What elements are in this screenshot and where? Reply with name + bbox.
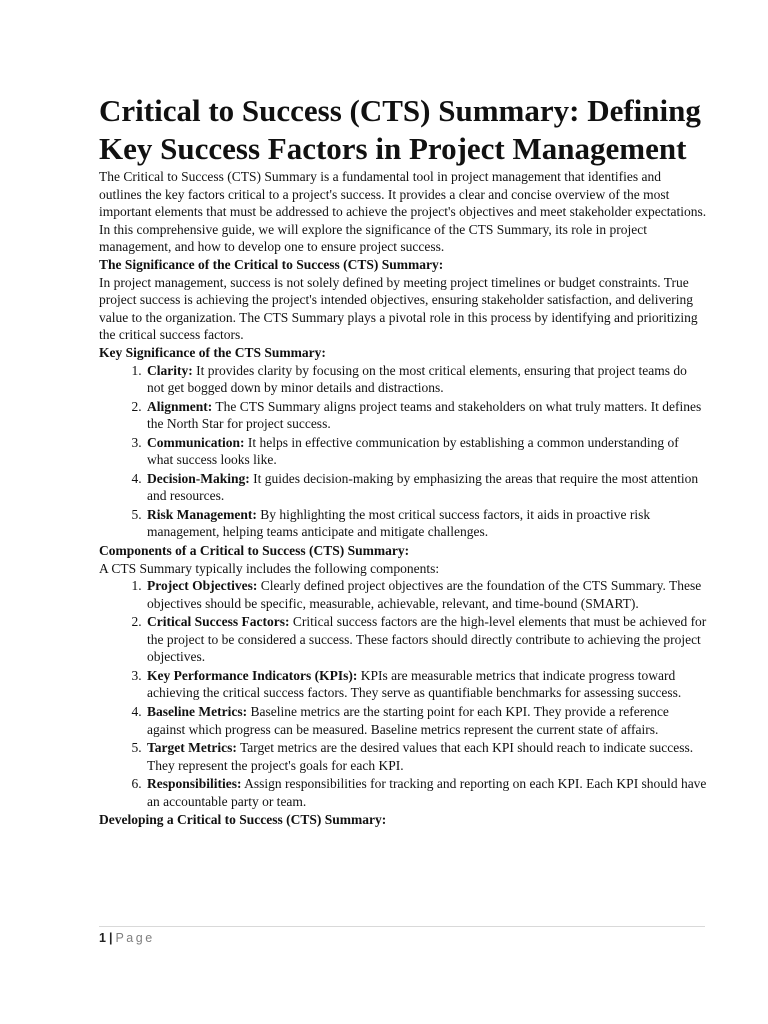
- key-significance-heading: Key Significance of the CTS Summary:: [99, 344, 326, 360]
- list-item-text: Assign responsibilities for tracking and reporting on each KPI. Each KPI should have an accountable party or team.: [147, 776, 707, 809]
- list-item: [145, 775, 707, 810]
- developing-heading: Developing a Critical to Success (CTS) Summary:: [99, 812, 387, 828]
- list-item-text: It guides decision-making by emphasizing the areas that require the most attention and resources.: [147, 470, 699, 504]
- list-item-text: KPIs are measurable metrics that indicate progress toward achieving the critical success factors. They serve as quantifiable benchmarks for assessing success.: [147, 667, 682, 701]
- document-title: Critical to Success (CTS) Summary: Defining Key Success Factors in Project Management: [99, 93, 701, 166]
- list-item-term: Key Performance Indicators (KPIs):: [147, 667, 358, 683]
- list-item-term: Target Metrics:: [147, 740, 237, 756]
- list-item-term: Critical Success Factors:: [147, 614, 290, 630]
- list-item-text: It provides clarity by focusing on the most critical elements, ensuring that project teams do not get bogged down by minor details and distractions.: [147, 362, 687, 396]
- list-item-text: Baseline metrics are the starting point for each KPI. They provide a reference against which progress can be measured. Baseline metrics represent the current state of affairs.: [147, 703, 669, 737]
- list-item-text: The CTS Summary aligns project teams and stakeholders on what truly matters. It defines the North Star for project success.: [147, 398, 702, 432]
- list-item-text: It helps in effective communication by establishing a common understanding of what success looks like.: [147, 434, 679, 468]
- significance-heading: The Significance of the Critical to Success (CTS) Summary:: [99, 256, 444, 272]
- list-item-term: Responsibilities:: [147, 776, 242, 792]
- components-intro: A CTS Summary typically includes the following components:: [99, 560, 440, 576]
- list-item-term: Project Objectives:: [147, 578, 258, 594]
- list-item: [145, 577, 707, 612]
- significance-paragraph: In project management, success is not solely defined by meeting project timelines or budget constraints. True project success is achieving the project's intended objectives, ensuring stakeholder satisfaction, and delivering value to the organization. The CTS Summary plays a pivotal role in this process by identifying and prioritizing the critical success factors.: [99, 274, 698, 343]
- intro-paragraph: The Critical to Success (CTS) Summary is a fundamental tool in project management that identifies and outlines the key factors critical to a project's success. It provides a clear and concise overview of the most important elements that must be addressed to achieve the project's objectives and meet stakeholder expectations. In this comprehensive guide, we will explore the significance of the CTS Summary, its role in project management, and how to develop one to ensure project success.: [99, 169, 707, 255]
- list-item-text: Clearly defined project objectives are the foundation of the CTS Summary. These objectives should be specific, measurable, achievable, relevant, and time-bound (SMART).: [147, 578, 702, 611]
- list-item-text: By highlighting the most critical success factors, it aids in proactive risk management, helping teams anticipate and mitigate challenges.: [147, 506, 651, 540]
- key-significance-list: [99, 362, 707, 542]
- list-item: [145, 398, 707, 433]
- list-item: [145, 613, 707, 666]
- list-item-term: Communication:: [147, 434, 245, 450]
- list-item-term: Risk Management:: [147, 506, 257, 522]
- list-item: [145, 362, 707, 397]
- list-item-text: Critical success factors are the high-level elements that must be achieved for the project to be considered a success. These factors should directly contribute to achieving the project objectives.: [147, 614, 707, 665]
- page-label: Page: [115, 931, 155, 945]
- list-item: [145, 739, 707, 774]
- list-item-term: Alignment:: [147, 398, 213, 414]
- document-page: [99, 92, 707, 829]
- list-item-term: Clarity:: [147, 362, 193, 378]
- list-item: [145, 703, 707, 738]
- page-separator: |: [108, 931, 113, 945]
- list-item: [145, 470, 707, 505]
- list-item: [145, 506, 707, 541]
- list-item: [145, 434, 707, 469]
- list-item-term: Baseline Metrics:: [147, 703, 248, 719]
- components-list: [99, 577, 707, 810]
- components-heading: Components of a Critical to Success (CTS) Summary:: [99, 542, 410, 558]
- page-footer: [99, 926, 705, 945]
- page-number: 1: [99, 931, 106, 945]
- list-item-term: Decision-Making:: [147, 470, 250, 486]
- list-item: [145, 667, 707, 702]
- list-item-text: Target metrics are the desired values that each KPI should reach to indicate success. They represent the project's goals for each KPI.: [147, 740, 694, 773]
